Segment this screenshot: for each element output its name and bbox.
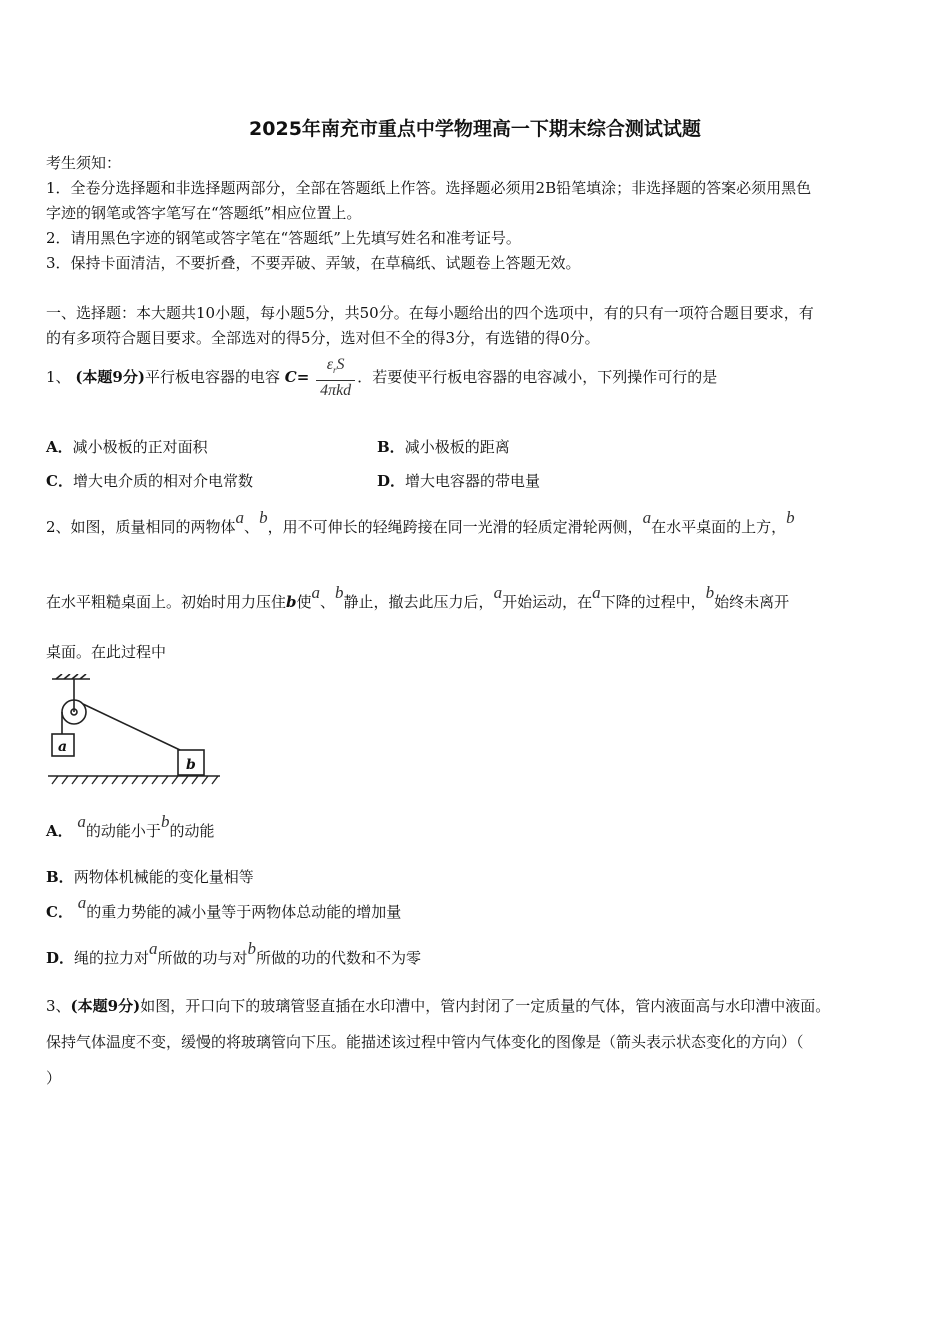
page-title: 2025年南充市重点中学物理高一下期末综合测试试题 xyxy=(249,118,701,140)
option-text: 两物体机械能的变化量相等 xyxy=(73,868,254,886)
q1-tag: (本题9分) xyxy=(75,368,145,386)
q2-stem-line-3: 桌面。在此过程中 xyxy=(46,643,167,661)
q1-option-c xyxy=(46,470,253,491)
rope-to-b xyxy=(83,704,180,750)
notice-line-2: 2．请用黑色字迹的钢笔或答字笔在“答题纸”上先填写姓名和准考证号。 xyxy=(46,229,521,247)
frac-s: S xyxy=(336,355,345,373)
option-text: 减小极板的距离 xyxy=(404,438,510,456)
section-intro-1: 一、选择题：本大题共10小题，每小题5分，共50分。在每小题给出的四个选项中，有的只有一项符合题目要求，有 xyxy=(46,304,814,322)
label-a: a xyxy=(58,739,68,755)
option-key: C． xyxy=(46,472,73,490)
option-key: B． xyxy=(377,438,405,456)
q1-option-d xyxy=(377,470,540,491)
option-key: A． xyxy=(46,438,73,456)
notice-line-1a: 1．全卷分选择题和非选择题两部分，全部在答题纸上作答。选择题必须用2B铅笔填涂；非选择题的答案必须用黑色 xyxy=(46,179,812,197)
option-text: 减小极板的正对面积 xyxy=(72,438,208,456)
var-a: a xyxy=(493,583,503,602)
option-text: 增大电容器的带电量 xyxy=(405,472,541,490)
var-a: a xyxy=(592,583,601,602)
q1-stem xyxy=(46,352,717,402)
var-a: a xyxy=(77,812,86,831)
q2-sep: 、 xyxy=(244,518,260,536)
table-hatching xyxy=(52,776,218,784)
q2-sep: 、 xyxy=(320,593,336,611)
q2-option-a xyxy=(46,812,215,841)
q2-text: 始终未离开 xyxy=(714,593,790,611)
var-a: a xyxy=(149,939,158,958)
q2-text: ，用不可伸长的轻绳跨接在同一光滑的轻质定滑轮两侧， xyxy=(267,518,643,536)
var-a: a xyxy=(311,583,321,602)
option-key: D． xyxy=(377,472,406,490)
q2-stem-line-1 xyxy=(46,508,795,537)
notice-line-1b: 字迹的钢笔或答字笔写在“答题纸”相应位置上。 xyxy=(46,204,362,222)
q3-stem-line-3: ） xyxy=(46,1069,62,1087)
notice-line-3: 3．保持卡面清洁，不要折叠，不要弄破、弄皱，在草稿纸、试题卷上答题无效。 xyxy=(46,254,581,272)
label-b: b xyxy=(186,757,196,773)
q1-stem-b: ．若要使平行板电容器的电容减小，下列操作可行的是 xyxy=(357,368,718,386)
var-b: b xyxy=(259,508,268,527)
var-b: b xyxy=(247,939,257,958)
frac-eps-sub: r xyxy=(333,365,337,376)
q2-stem-line-2 xyxy=(46,583,790,612)
q1-c-equals: C= xyxy=(284,368,310,386)
option-text: 的动能 xyxy=(169,822,215,840)
var-b: b xyxy=(335,583,344,602)
q2-text: 使 xyxy=(296,593,312,611)
section-intro-2: 的有多项符合题目要求。全部选对的得5分，选对但不全的得3分，有选错的得0分。 xyxy=(46,329,600,347)
var-a: a xyxy=(642,508,652,527)
var-a: a xyxy=(235,508,245,527)
var-b: b xyxy=(786,508,795,527)
option-key: B． xyxy=(46,868,74,886)
q3-text: 如图，开口向下的玻璃管竖直插在水印漕中，管内封闭了一定质量的气体，管内液面高与水印漕中液面。 xyxy=(140,997,831,1015)
q2-text: 静止，撤去此压力后， xyxy=(343,593,494,611)
option-text: 所做的功与对 xyxy=(157,949,248,967)
q1-number: 1、 xyxy=(46,368,71,386)
q1-option-b xyxy=(377,436,510,457)
var-b-bold: b xyxy=(286,593,297,611)
option-key: A． xyxy=(46,822,73,840)
option-text: 的动能小于 xyxy=(85,822,161,840)
q2-text: 在水平粗糙桌面上。初始时用力压住 xyxy=(46,593,287,611)
frac-denominator: 4πkd xyxy=(320,382,352,400)
q2-option-b xyxy=(46,866,254,887)
q2-text: 2、如图，质量相同的两物体 xyxy=(46,518,236,536)
option-key: C． xyxy=(46,903,73,921)
option-text: 增大电介质的相对介电常数 xyxy=(72,472,253,490)
q2-text: 开始运动，在 xyxy=(502,593,593,611)
q3-stem-line-1 xyxy=(46,995,830,1016)
q2-text: 在水平桌面的上方， xyxy=(651,518,787,536)
option-text: 所做的功的代数和不为零 xyxy=(256,949,422,967)
q2-option-c xyxy=(46,893,402,922)
var-a: a xyxy=(77,893,87,912)
q3-tag: (本题9分) xyxy=(70,997,141,1015)
capacitance-formula xyxy=(316,355,355,401)
option-key: D． xyxy=(46,949,75,967)
var-b: b xyxy=(705,583,715,602)
var-b: b xyxy=(160,812,170,831)
q3-stem-line-2: 保持气体温度不变，缓慢的将玻璃管向下压。能描述该过程中管内气体变化的图像是（箭头表示状态变化的方向）（ xyxy=(46,1033,804,1051)
q3-number: 3、 xyxy=(46,997,71,1015)
option-text: 绳的拉力对 xyxy=(74,949,150,967)
q2-option-d xyxy=(46,939,422,968)
pulley-figure xyxy=(44,674,224,786)
frac-eps: ε xyxy=(326,355,334,373)
q1-option-a xyxy=(46,436,208,457)
option-text: 的重力势能的减小量等于两物体总动能的增加量 xyxy=(86,903,402,921)
q1-stem-a: 平行板电容器的电容 xyxy=(144,368,280,386)
notice-heading: 考生须知： xyxy=(46,154,122,172)
q2-text: 下降的过程中， xyxy=(600,593,706,611)
